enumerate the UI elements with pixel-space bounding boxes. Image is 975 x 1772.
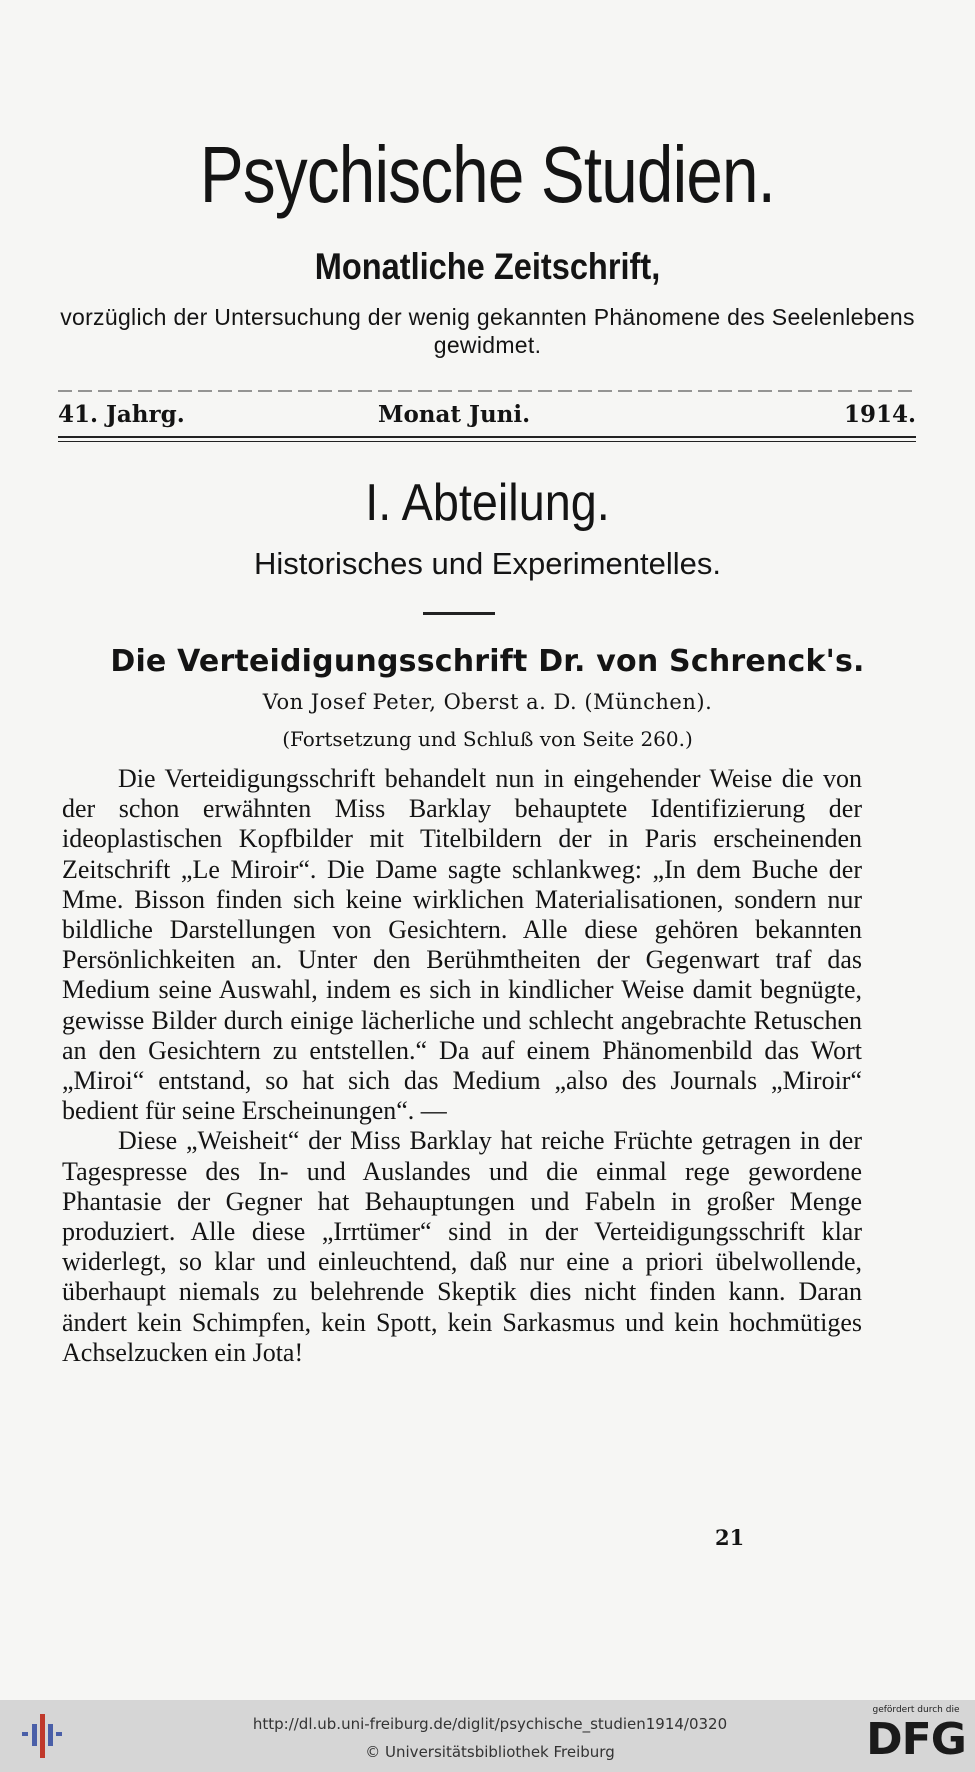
month-label: Monat Juni.	[378, 401, 531, 428]
issue-line	[58, 399, 916, 431]
paragraph: Die Verteidigungsschrift behandelt nun in eingehender Weise die von der schon erwähnten Miss Barklay behauptete Identifizierung der ideoplastischen Kopfbilder mit Titelbildern der in Paris erscheinenden Zeitschrift „Le Miroir“. Die Dame sagte schlankweg: „In dem Buche der Mme. Bisson finden sich keine wirklichen Materialisationen, sondern nur bildliche Darstellungen von Gesichtern. Alle diese gehören bekannten Persönlichkeiten an. Unter den Berühmtheiten der Gegenwart traf das Medium seine Auswahl, indem es sich in kindlicher Weise damit begnügte, gewisse Bilder durch einige lächerliche und schlecht angebrachte Retuschen an den Gesichtern zu entstellen.“ Da auf einem Phänomenbild das Wort „Miroi“ entstand, so hat sich das Medium „also des Journals „Miroir“ bedient für seine Erscheinungen“. —	[62, 764, 862, 1126]
article-byline: Von Josef Peter, Oberst a. D. (München).	[262, 690, 713, 714]
sponsor-note: gefördert durch die	[872, 1705, 960, 1715]
dfg-logo: DFG	[866, 1714, 966, 1765]
year-label: 1914.	[843, 401, 916, 428]
page-number: 21	[715, 1525, 745, 1550]
article-title: Die Verteidigungsschrift Dr. von Schrenck's.	[110, 644, 865, 679]
dashed-divider	[58, 390, 916, 392]
continuation-note: (Fortsetzung und Schluß von Seite 260.)	[282, 727, 693, 751]
footer-bar	[0, 1700, 975, 1772]
university-library-logo-icon	[22, 1712, 62, 1760]
article-body	[62, 764, 862, 1368]
double-rule-top	[58, 436, 916, 438]
journal-description: vorzüglich der Untersuchung der wenig gekannten Phänomene des Seelenlebens gewidmet.	[60, 304, 915, 358]
paragraph: Diese „Weisheit“ der Miss Barklay hat reiche Früchte getragen in der Tagespresse des In- und Auslandes und die einmal rege gewordene Phantasie der Gegner hat Behauptungen und Fabeln in großer Menge produziert. Alle diese „Irrtümer“ sind in der Verteidigungsschrift klar widerlegt, so klar und einleuchtend, daß nur eine a priori übelwollende, überhaupt niemals zu belehrende Skeptik dies nicht finden kann. Daran ändert kein Schimpfen, kein Spott, kein Sarkasmus und kein hochmütiges Achselzucken ein Jota!	[62, 1126, 862, 1367]
double-rule-bottom	[58, 441, 916, 442]
section-title: I. Abteilung.	[365, 474, 610, 532]
volume-label: 41. Jahrg.	[58, 401, 185, 428]
footer-copyright: © Universitätsbibliothek Freiburg	[365, 1743, 615, 1761]
journal-subtitle: Monatliche Zeitschrift,	[314, 246, 661, 287]
journal-title: Psychische Studien.	[199, 130, 776, 219]
section-subtitle: Historisches und Experimentelles.	[254, 546, 721, 581]
section-divider	[423, 612, 495, 615]
footer-url[interactable]: http://dl.ub.uni-freiburg.de/diglit/psychische_studien1914/0320	[252, 1715, 728, 1733]
